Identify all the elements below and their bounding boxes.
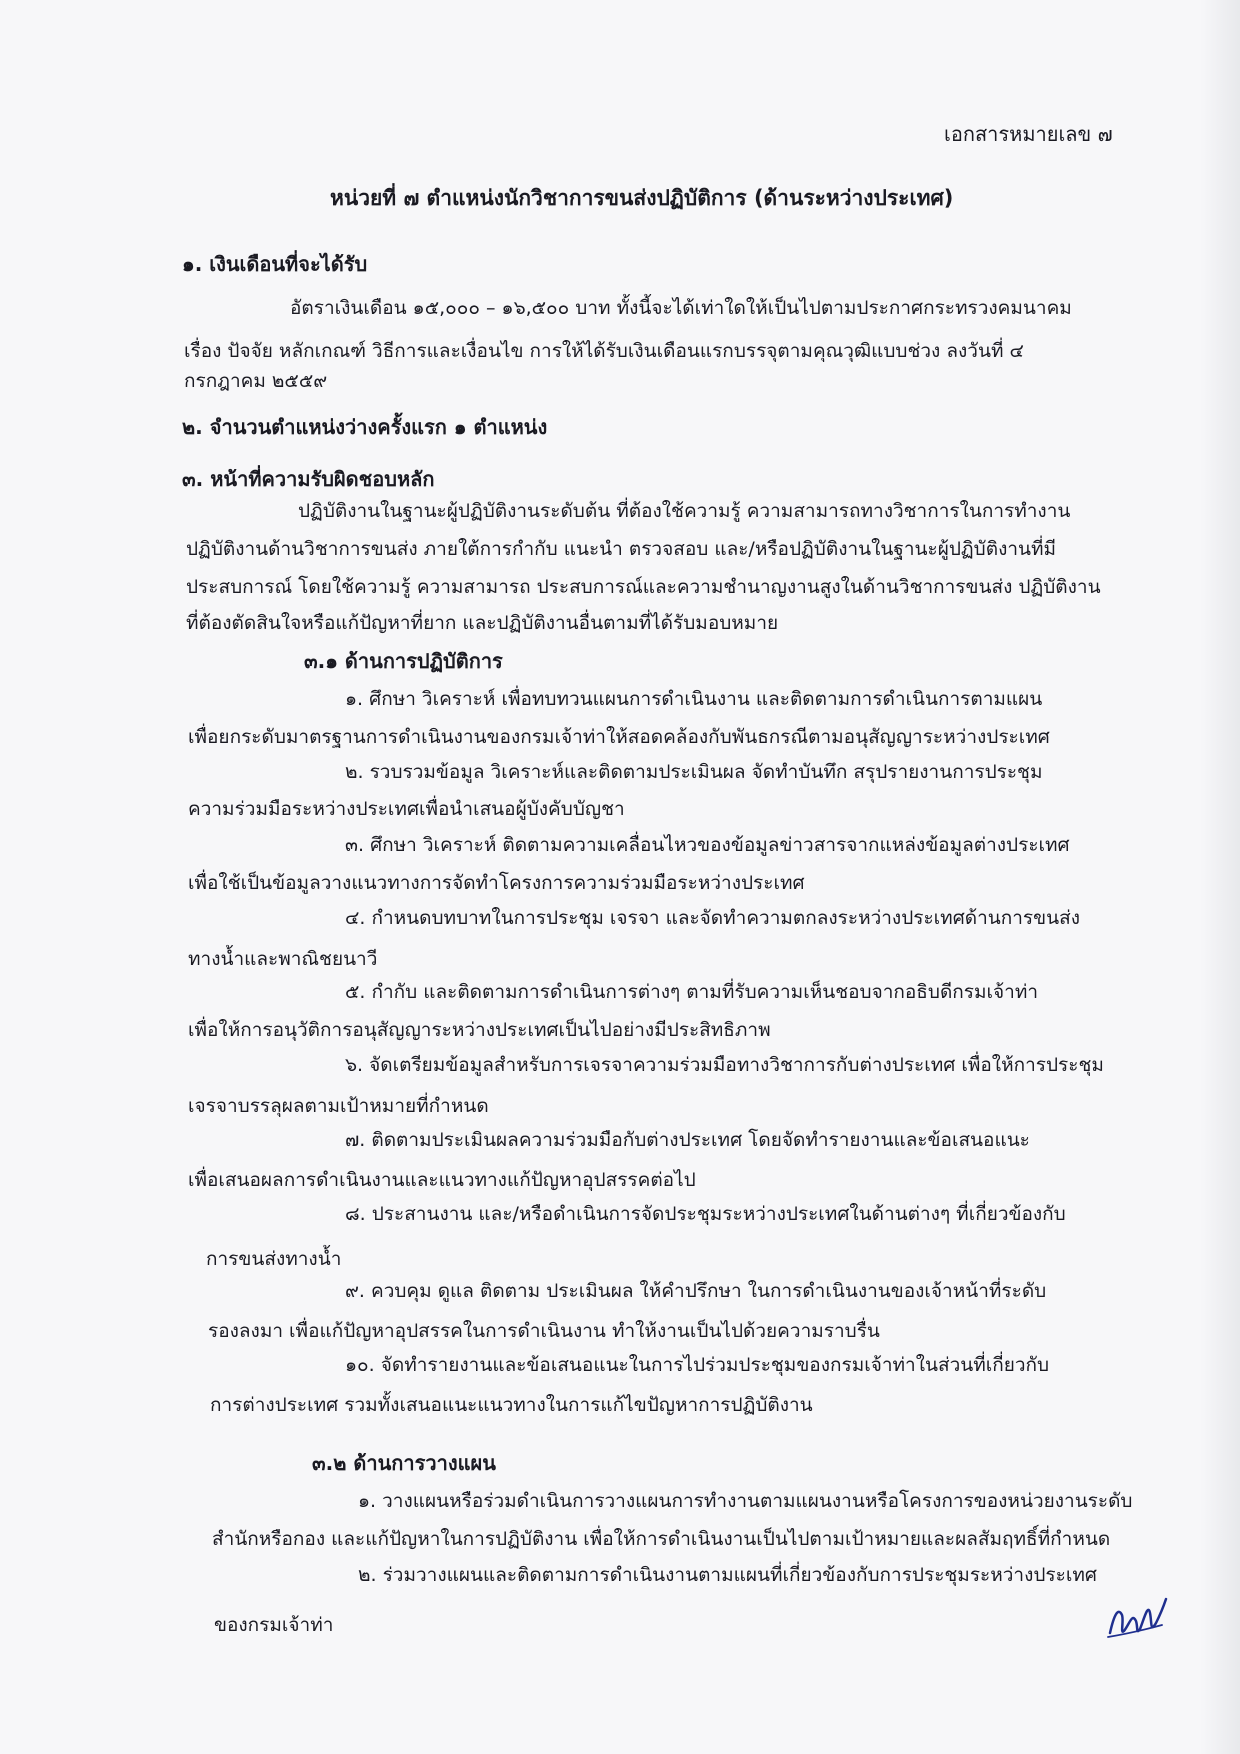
list-item-continuation: เพื่อเสนอผลการดำเนินงานและแนวทางแก้ปัญหาอุปสรรคต่อไป xyxy=(188,1169,696,1191)
section-3-intro-line-4: ที่ต้องตัดสินใจหรือแก้ปัญหาที่ยาก และปฏิบัติงานอื่นตามที่ได้รับมอบหมาย xyxy=(186,612,779,634)
subsection-3-2-heading: ๓.๒ ด้านการวางแผน xyxy=(312,1451,496,1475)
section-3-intro-line-1: ปฏิบัติงานในฐานะผู้ปฏิบัติงานระดับต้น ที่ต้องใช้ความรู้ ความสามารถทางวิชาการในการทำงาน xyxy=(298,500,1071,522)
document-title: หน่วยที่ ๗ ตำแหน่งนักวิชาการขนส่งปฏิบัติการ (ด้านระหว่างประเทศ) xyxy=(330,186,954,210)
section-1-line-2: เรื่อง ปัจจัย หลักเกณฑ์ วิธีการและเงื่อนไข การให้ได้รับเงินเดือนแรกบรรจุตามคุณวุฒิแบบช่วง ลงวันที่ ๔ xyxy=(184,340,1024,362)
list-item-continuation: การขนส่งทางน้ำ xyxy=(206,1248,342,1270)
list-item-continuation: รองลงมา เพื่อแก้ปัญหาอุปสรรคในการดำเนินงาน ทำให้งานเป็นไปด้วยความราบรื่น xyxy=(208,1320,880,1342)
list-item: ๕. กำกับ และติดตามการดำเนินการต่างๆ ตามที่รับความเห็นชอบจากอธิบดีกรมเจ้าท่า xyxy=(345,981,1039,1003)
list-item-continuation: การต่างประเทศ รวมทั้งเสนอแนะแนวทางในการแก้ไขปัญหาการปฏิบัติงาน xyxy=(210,1394,813,1416)
subsection-3-1-heading: ๓.๑ ด้านการปฏิบัติการ xyxy=(304,649,503,673)
list-item-continuation: เจรจาบรรลุผลตามเป้าหมายที่กำหนด xyxy=(188,1095,489,1117)
page-edge-shadow xyxy=(1200,0,1240,1754)
section-2-heading: ๒. จำนวนตำแหน่งว่างครั้งแรก ๑ ตำแหน่ง xyxy=(182,415,548,439)
list-item-continuation: สำนักหรือกอง และแก้ปัญหาในการปฏิบัติงาน เพื่อให้การดำเนินงานเป็นไปตามเป้าหมายและผลสัมฤทธิ์ที่กำหนด xyxy=(212,1528,1111,1550)
list-item: ๖. จัดเตรียมข้อมูลสำหรับการเจรจาความร่วมมือทางวิชาการกับต่างประเทศ เพื่อให้การประชุม xyxy=(345,1054,1104,1076)
list-item: ๑. วางแผนหรือร่วมดำเนินการวางแผนการทำงานตามแผนงานหรือโครงการของหน่วยงานระดับ xyxy=(358,1490,1133,1512)
list-item: ๑. ศึกษา วิเคราะห์ เพื่อทบทวนแผนการดำเนินงาน และติดตามการดำเนินการตามแผน xyxy=(345,688,1043,710)
list-item: ๒. รวบรวมข้อมูล วิเคราะห์และติดตามประเมินผล จัดทำบันทึก สรุปรายงานการประชุม xyxy=(345,761,1043,783)
list-item: ๘. ประสานงาน และ/หรือดำเนินการจัดประชุมระหว่างประเทศในด้านต่างๆ ที่เกี่ยวข้องกับ xyxy=(345,1203,1066,1225)
list-item: ๒. ร่วมวางแผนและติดตามการดำเนินงานตามแผนที่เกี่ยวข้องกับการประชุมระหว่างประเทศ xyxy=(358,1564,1097,1586)
section-1-line-3: กรกฎาคม ๒๕๕๙ xyxy=(184,370,328,392)
list-item-continuation: เพื่อใช้เป็นข้อมูลวางแนวทางการจัดทำโครงการความร่วมมือระหว่างประเทศ xyxy=(188,872,805,894)
list-item: ๙. ควบคุม ดูแล ติดตาม ประเมินผล ให้คำปรึกษา ในการดำเนินงานของเจ้าหน้าที่ระดับ xyxy=(345,1280,1047,1302)
list-item: ๓. ศึกษา วิเคราะห์ ติดตามความเคลื่อนไหวของข้อมูลข่าวสารจากแหล่งข้อมูลต่างประเทศ xyxy=(345,834,1070,856)
document-number: เอกสารหมายเลข ๗ xyxy=(944,122,1113,146)
list-item-continuation: เพื่อให้การอนุวัติการอนุสัญญาระหว่างประเทศเป็นไปอย่างมีประสิทธิภาพ xyxy=(188,1019,771,1041)
section-1-heading: ๑. เงินเดือนที่จะได้รับ xyxy=(182,252,368,276)
section-1-line-1: อัตราเงินเดือน ๑๕,๐๐๐ – ๑๖,๕๐๐ บาท ทั้งนี้จะได้เท่าใดให้เป็นไปตามประกาศกระทรวงคมนาคม xyxy=(290,297,1072,319)
section-3-heading: ๓. หน้าที่ความรับผิดชอบหลัก xyxy=(182,467,435,491)
list-item-continuation: เพื่อยกระดับมาตรฐานการดำเนินงานของกรมเจ้าท่าให้สอดคล้องกับพันธกรณีตามอนุสัญญาระหว่างประเทศ xyxy=(188,726,1050,748)
section-3-intro-line-2: ปฏิบัติงานด้านวิชาการขนส่ง ภายใต้การกำกับ แนะนำ ตรวจสอบ และ/หรือปฏิบัติงานในฐานะผู้ปฏิบัติงานที่มี xyxy=(186,538,1057,560)
list-item-continuation: ทางน้ำและพาณิชยนาวี xyxy=(188,948,378,970)
list-item-continuation: ของกรมเจ้าท่า xyxy=(214,1614,334,1636)
list-item: ๔. กำหนดบทบาทในการประชุม เจรจา และจัดทำความตกลงระหว่างประเทศด้านการขนส่ง xyxy=(345,907,1080,929)
section-3-intro-line-3: ประสบการณ์ โดยใช้ความรู้ ความสามารถ ประสบการณ์และความชำนาญงานสูงในด้านวิชาการขนส่ง ปฏิบัติงาน xyxy=(186,576,1101,598)
list-item-continuation: ความร่วมมือระหว่างประเทศเพื่อนำเสนอผู้บังคับบัญชา xyxy=(188,798,625,820)
signature-initials xyxy=(1100,1585,1170,1645)
list-item: ๗. ติดตามประเมินผลความร่วมมือกับต่างประเทศ โดยจัดทำรายงานและข้อเสนอแนะ xyxy=(345,1129,1030,1151)
list-item: ๑๐. จัดทำรายงานและข้อเสนอแนะในการไปร่วมประชุมของกรมเจ้าท่าในส่วนที่เกี่ยวกับ xyxy=(345,1354,1050,1376)
